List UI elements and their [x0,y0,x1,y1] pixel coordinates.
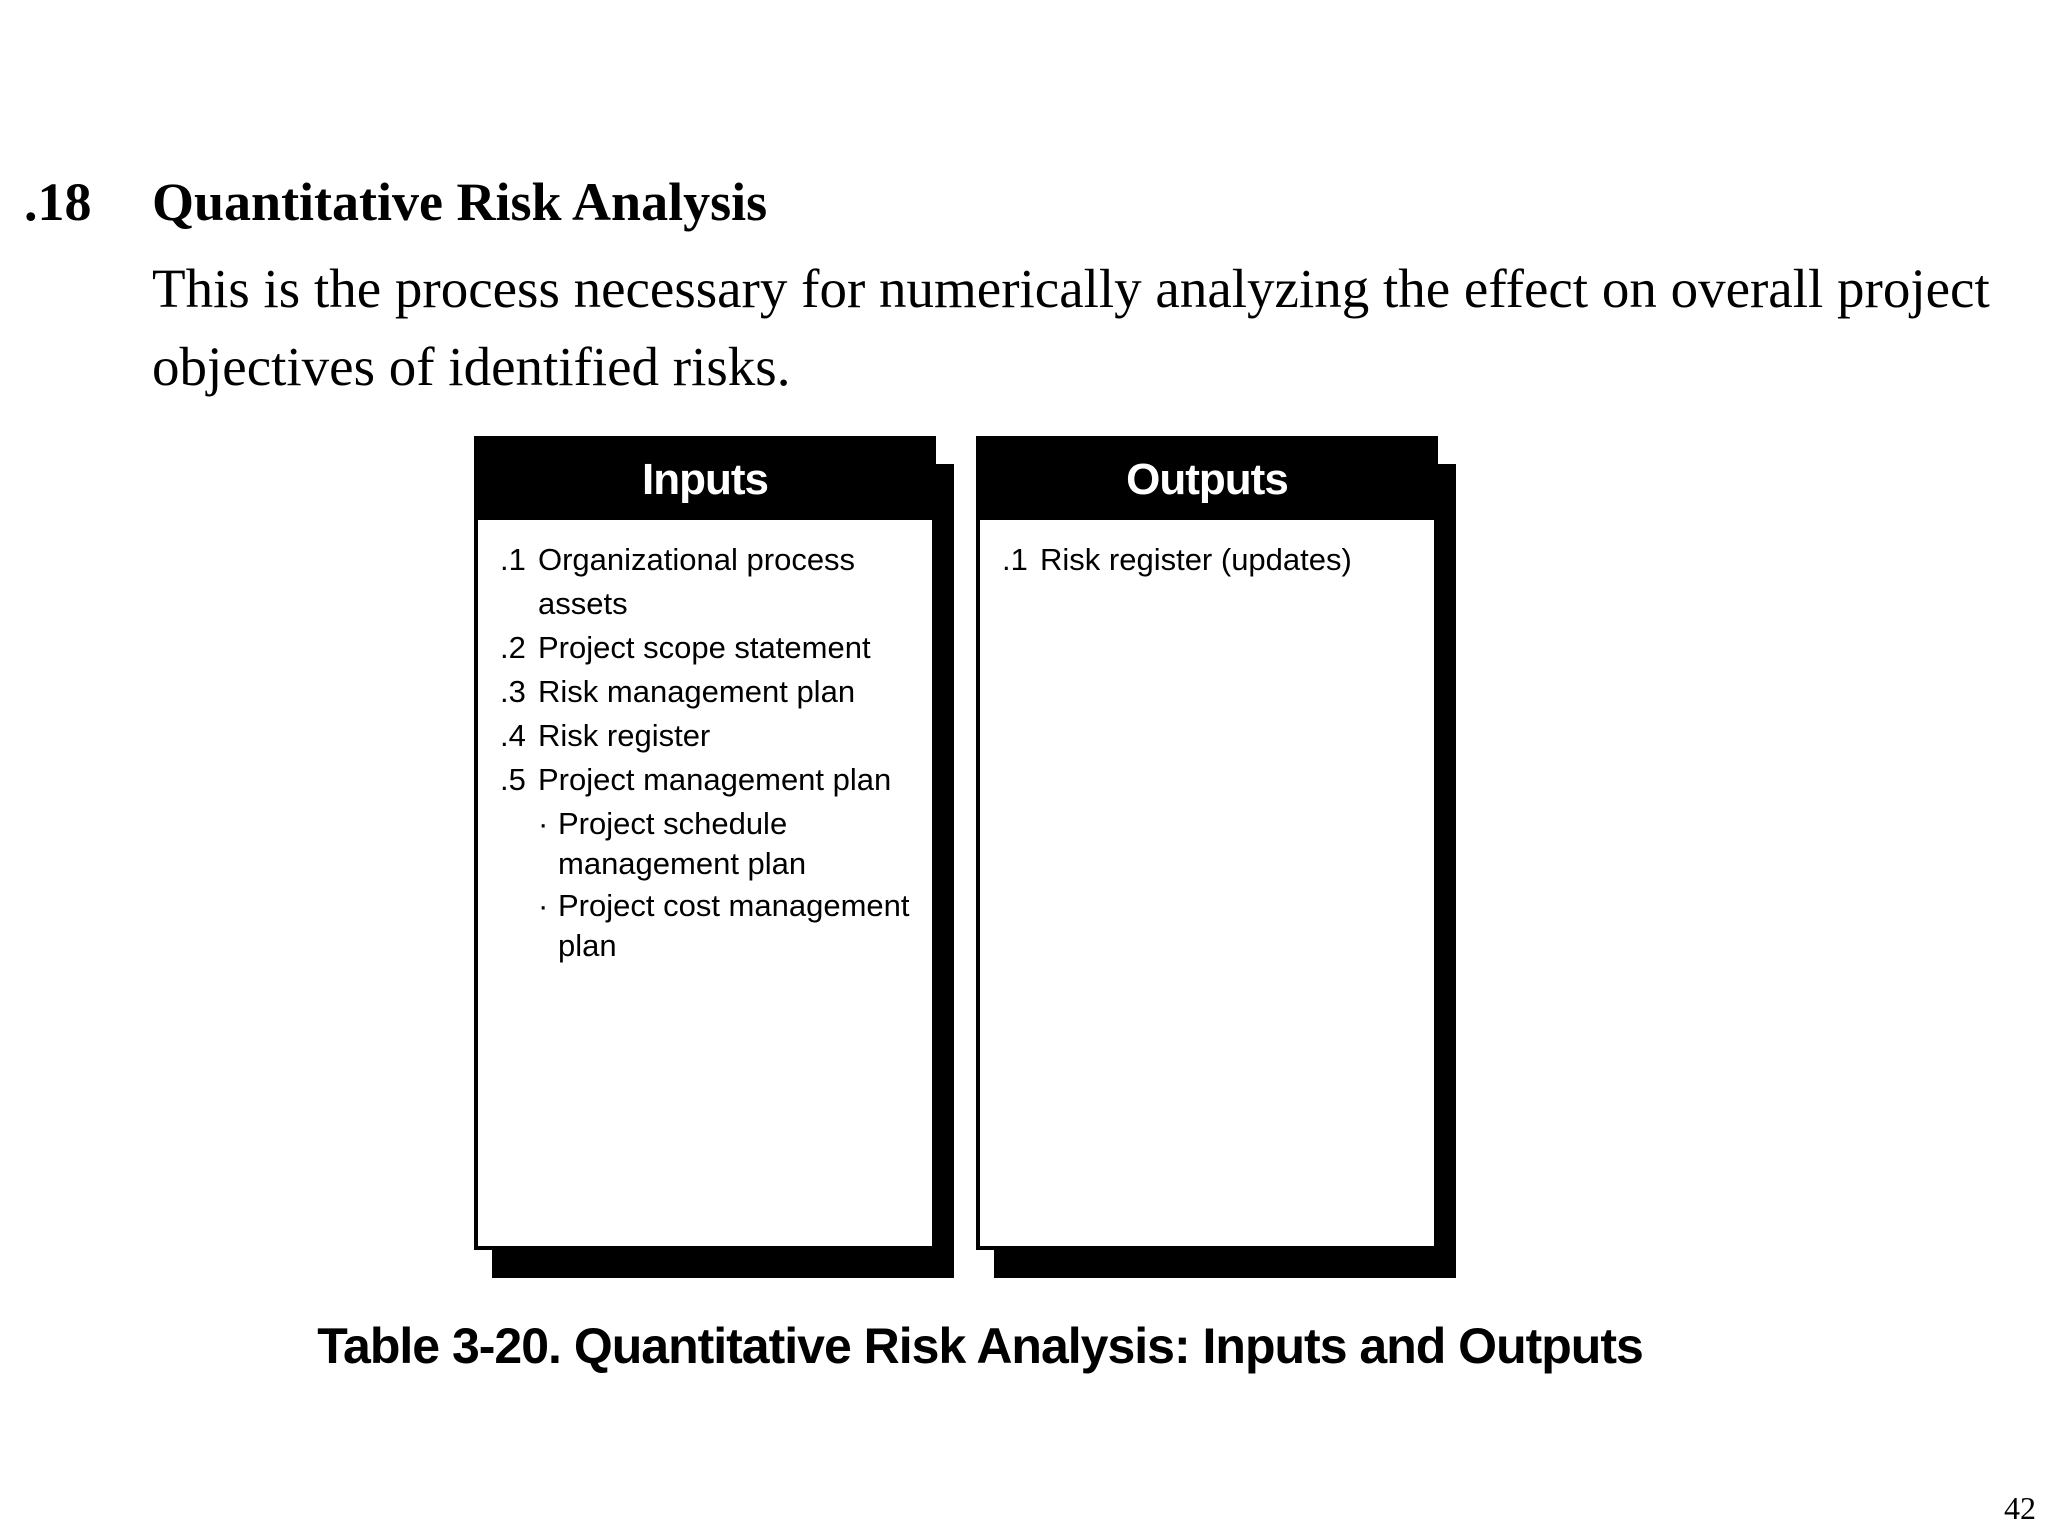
item-number: .5 [500,762,526,797]
inputs-sublist-wrapper [500,804,918,966]
bullet-icon: · [538,806,549,841]
inputs-list [478,520,932,966]
section-title: Quantitative Risk Analysis [152,172,768,232]
item-text: Risk register [538,718,711,753]
outputs-panel [976,436,1438,1250]
item-text: Risk register (updates) [1040,542,1352,577]
item-text: Project management plan [538,762,892,797]
inputs-list-item [500,670,918,714]
inputs-list-item [500,626,918,670]
item-number: .4 [500,718,526,753]
item-number: .1 [500,542,526,577]
section-number: .18 [24,172,92,232]
item-number: .2 [500,630,526,665]
inputs-list-item [500,714,918,758]
inputs-list-item [500,538,918,626]
subitem-text: Project schedule management plan [558,806,807,881]
inputs-box [474,436,936,1250]
outputs-list-item [1002,538,1420,582]
item-number: .1 [1002,542,1028,577]
inputs-sublist-item [538,804,918,884]
outputs-box [976,436,1438,1250]
bullet-icon: · [538,888,549,923]
page-number: 42 [2004,1490,2036,1526]
outputs-list [980,520,1434,582]
inputs-sublist [500,804,918,966]
subitem-text: Project cost management plan [558,888,910,963]
table-caption: Table 3-20. Quantitative Risk Analysis: Inputs and Outputs [317,1318,1643,1374]
inputs-list-item [500,758,918,802]
item-number: .3 [500,674,526,709]
section-description: This is the process necessary for numerically analyzing the effect on overall project objectives of identified risks. [152,258,1990,397]
item-text: Organizational process assets [538,542,856,621]
inputs-sublist-item [538,886,918,966]
item-text: Risk management plan [538,674,856,709]
inputs-panel [474,436,936,1250]
inputs-header: Inputs [478,440,932,520]
outputs-header: Outputs [980,440,1434,520]
item-text: Project scope statement [538,630,871,665]
